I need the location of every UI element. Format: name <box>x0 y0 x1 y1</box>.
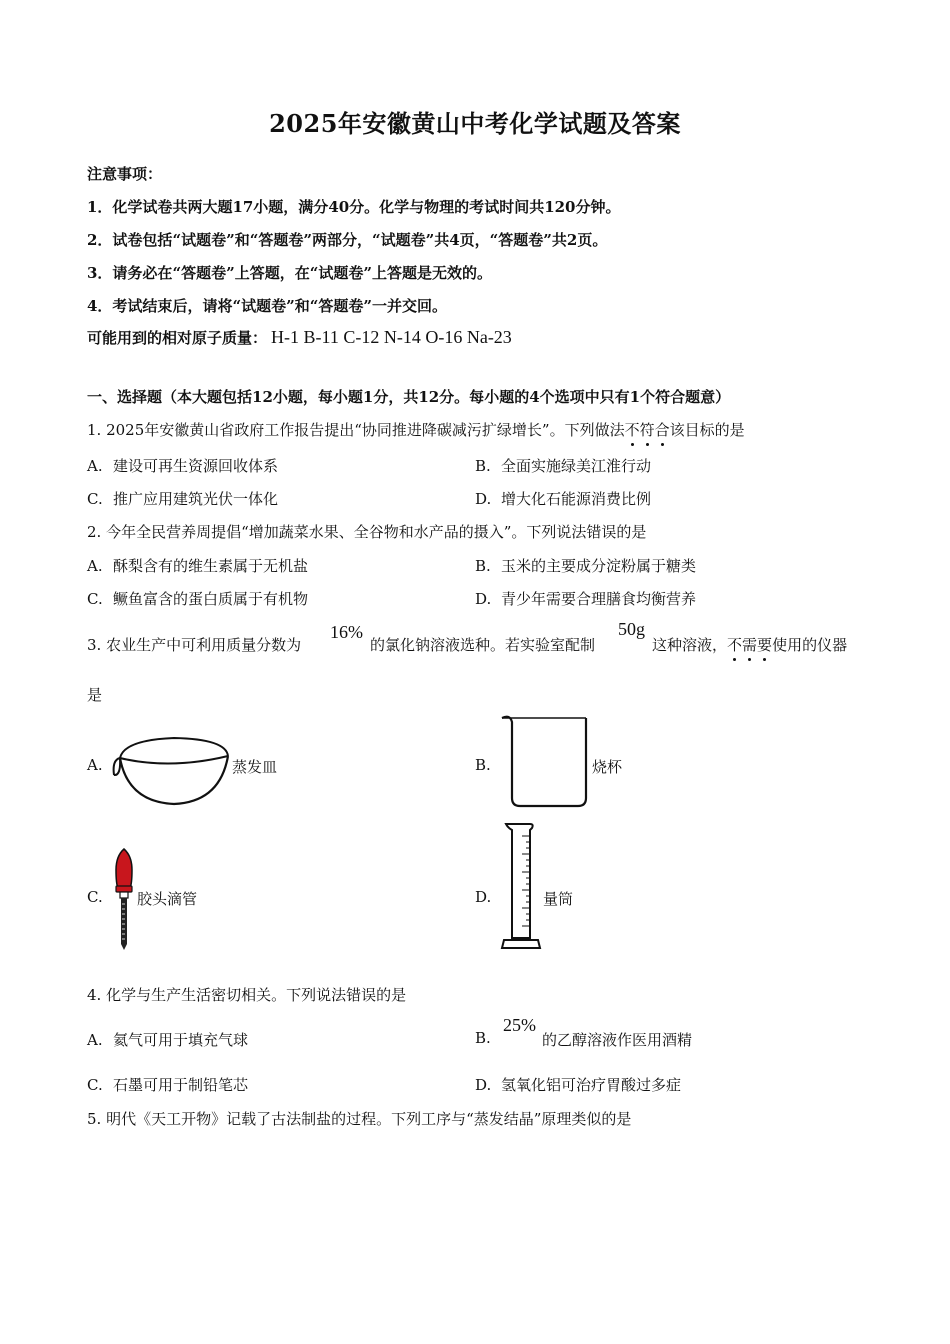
emphasis-char: 不 <box>624 421 640 439</box>
question-1-stem: 1. 2025年安徽黄山省政府工作报告提出“协同推进降碳减污扩绿增长”。下列做法不符合该目标的是 <box>87 421 745 439</box>
notice-item-1: 1．化学试卷共两大题17小题，满分40分。化学与物理的考试时间共120分钟。 <box>87 198 621 216</box>
page-title: 2025年安徽黄山中考化学试题及答案 <box>269 109 681 138</box>
notice-heading: 注意事项： <box>87 165 163 183</box>
beaker-icon <box>498 712 593 810</box>
q1-option-a: A. 建设可再生资源回收体系 <box>87 457 279 475</box>
q3-stem-part-1: 3. 农业生产中可利用质量分数为 <box>87 636 302 654</box>
q3-math-mass: 50g <box>618 619 645 639</box>
q2-option-d: D. 青少年需要合理膳食均衡营养 <box>475 590 697 608</box>
q4-option-b-text: 的乙醇溶液作医用酒精 <box>542 1031 693 1049</box>
q1-option-b: B. 全面实施绿美江淮行动 <box>475 457 652 475</box>
q4-option-b-letter: B. <box>475 1029 491 1047</box>
q3-option-a-label: 蒸发皿 <box>232 758 278 776</box>
q4-math-percent: 25% <box>503 1015 536 1035</box>
question-2-stem: 2. 今年全民营养周提倡“增加蔬菜水果、全谷物和水产品的摄入”。下列说法错误的是 <box>87 523 647 541</box>
q4-option-d: D. 氢氧化铝可治疗胃酸过多症 <box>475 1076 682 1094</box>
q3-option-c-letter: C. <box>87 888 103 906</box>
emphasis-char: 合 <box>654 421 670 439</box>
q3-stem-part-3: 这种溶液，不需要使用的仪器 <box>652 636 848 654</box>
dropper-icon <box>110 846 138 952</box>
q4-option-a: A. 氦气可用于填充气球 <box>87 1031 249 1049</box>
emphasis-char: 要 <box>757 636 773 654</box>
notice-item-4: 4．考试结束后，请将“试题卷”和“答题卷”一并交回。 <box>87 297 447 315</box>
q3-option-d-letter: D. <box>475 888 492 906</box>
emphasis-char: 不 <box>727 636 743 654</box>
q2-option-c: C. 鳜鱼富含的蛋白质属于有机物 <box>87 590 309 608</box>
evaporating-dish-icon <box>110 722 235 808</box>
atomic-mass-label: 可能用到的相对原子质量： <box>87 329 268 347</box>
section-heading: 一、选择题（本大题包括12小题，每小题1分，共12分。每小题的4个选项中只有1个符合题意） <box>87 388 731 406</box>
q3-option-a-letter: A. <box>87 756 103 774</box>
question-4-stem: 4. 化学与生产生活密切相关。下列说法错误的是 <box>87 986 407 1004</box>
q1-option-d: D. 增大化石能源消费比例 <box>475 490 652 508</box>
q1-option-c: C. 推广应用建筑光伏一体化 <box>87 490 279 508</box>
q3-math-percent: 16% <box>330 622 363 642</box>
q3-option-b-label: 烧杯 <box>592 758 623 776</box>
emphasis-char: 符 <box>639 421 655 439</box>
q3-stem-part-2: 的氯化钠溶液选种。若实验室配制 <box>370 636 596 654</box>
q3-option-b-letter: B. <box>475 756 491 774</box>
notice-item-3: 3．请务必在“答题卷”上答题，在“试题卷”上答题是无效的。 <box>87 264 492 282</box>
atomic-mass-line <box>87 327 512 348</box>
q3-option-c-label: 胶头滴管 <box>137 890 198 908</box>
notice-item-2: 2．试卷包括“试题卷”和“答题卷”两部分，“试题卷”共4页，“答题卷”共2页。 <box>87 231 608 249</box>
q3-stem-tail: 是 <box>87 686 103 704</box>
question-5-stem: 5. 明代《天工开物》记载了古法制盐的过程。下列工序与“蒸发结晶”原理类似的是 <box>87 1110 632 1128</box>
q4-option-c: C. 石墨可用于制铅笔芯 <box>87 1076 249 1094</box>
q2-option-a: A. 酥梨含有的维生素属于无机盐 <box>87 557 309 575</box>
emphasis-char: 需 <box>742 636 758 654</box>
q3-option-d-label: 量筒 <box>543 890 574 908</box>
atomic-mass-values: H-1 B-11 C-12 N-14 O-16 Na-23 <box>271 327 512 347</box>
graduated-cylinder-icon <box>500 822 542 952</box>
q2-option-b: B. 玉米的主要成分淀粉属于糖类 <box>475 557 697 575</box>
